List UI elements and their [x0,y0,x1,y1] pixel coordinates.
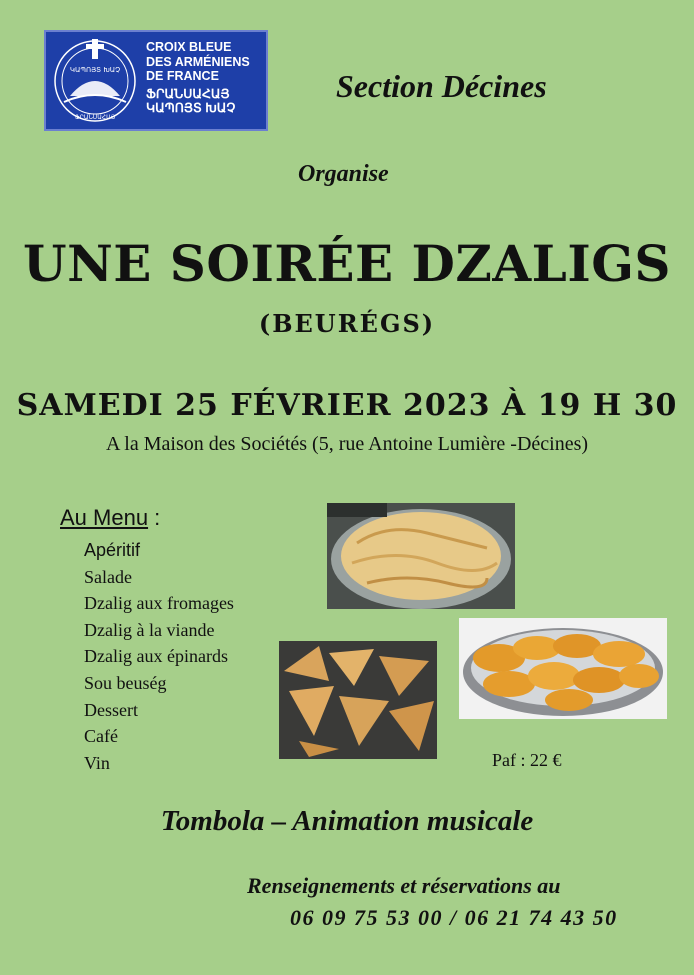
info-label: Renseignements et réservations au [247,873,561,898]
menu-item: Salade [84,566,132,587]
menu-item: Dzalig aux fromages [84,593,234,614]
emblem-icon [50,36,140,125]
menu-heading [60,505,160,531]
menu-item: Dessert [84,699,138,720]
fried-pastries-photo [459,618,667,719]
logo-line: ՖՐԱՆՍԱՀԱՅ [146,86,230,101]
logo-text [146,40,266,116]
menu-item: Vin [84,752,110,773]
menu-heading-suffix: : [148,505,161,530]
logo-line: ԿԱՊՈՅՏ ԽԱՉ [146,101,236,115]
emblem-bottom-text: ՖՐԱՆՍԱՀԱՅ [74,114,116,121]
phone-numbers: 06 09 75 53 00 / 06 21 74 43 50 [290,905,618,930]
menu-item: Sou beuség [84,672,167,693]
price-label: Paf : 22 € [492,750,562,770]
menu-item: Café [84,726,118,747]
organization-logo [44,30,268,131]
logo-line: CROIX BLEUE [146,40,232,54]
menu-item: Dzalig à la viande [84,619,215,640]
tombola-line: Tombola – Animation musicale [160,805,534,837]
section-name: Section Décines [336,68,547,104]
event-subtitle: (BEURÉGS) [258,309,436,338]
organise-label: Organise [298,161,389,187]
menu-item: Dzalig aux épinards [84,646,228,667]
event-date: SAMEDI 25 FÉVRIER 2023 À 19 H 30 [16,388,678,423]
menu-heading-text: Au Menu [60,505,149,530]
pie-photo [327,503,515,609]
event-title: UNE SOIRÉE DZALIGS [22,234,672,293]
logo-line: DES ARMÉNIENS [146,54,250,69]
emblem-top-text: ԿԱՊՈՅՏ ԽԱՉ [69,66,121,74]
event-venue: A la Maison des Sociétés (5, rue Antoine Lumière -Décines) [105,433,589,455]
menu-item: Apéritif [84,540,141,560]
triangle-pastries-photo [279,641,437,759]
menu-list [84,537,234,776]
logo-line: DE FRANCE [146,69,219,83]
